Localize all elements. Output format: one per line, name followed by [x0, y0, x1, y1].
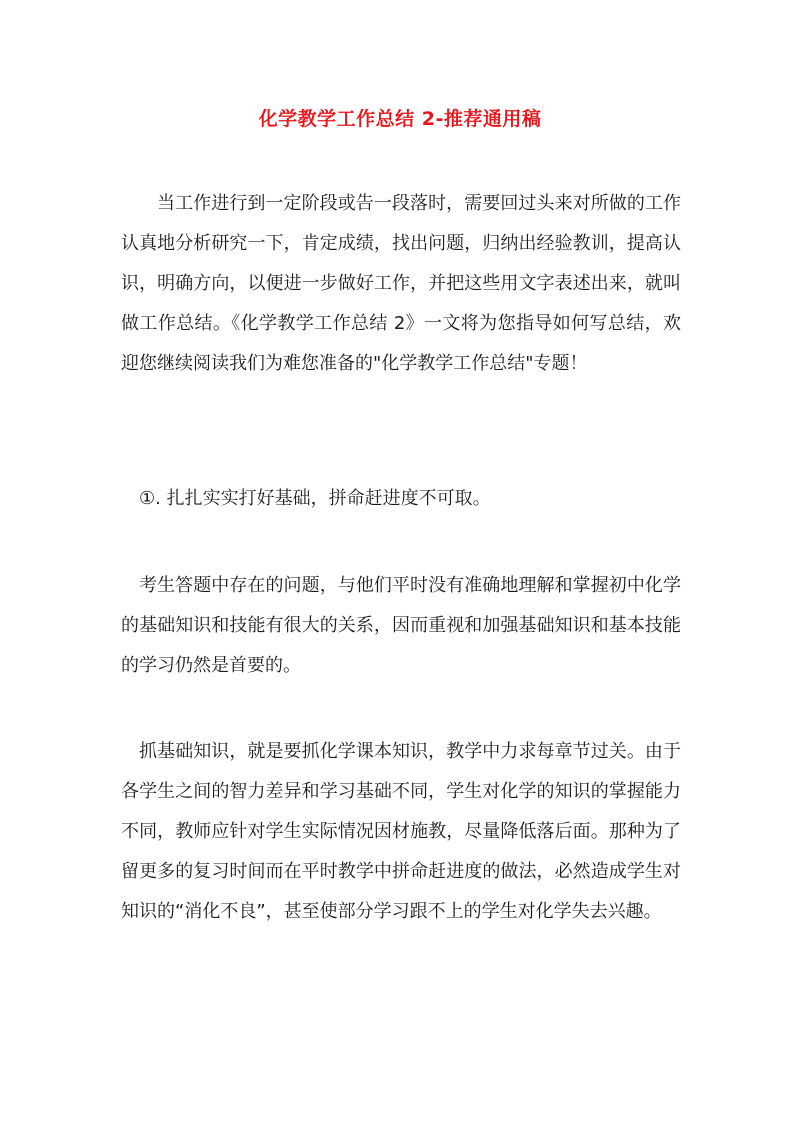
body-paragraph-1: 考生答题中存在的问题，与他们平时没有准确地理解和掌握初中化学的基础知识和技能有很大的关系，因而重视和加强基础知识和基本技能的学习仍然是首要的。: [121, 575, 681, 676]
section-heading: ①. 扎扎实实打好基础，拼命赶进度不可取。: [139, 488, 491, 509]
body-paragraph-2: 抓基础知识，就是要抓化学课本知识，教学中力求每章节过关。由于各学生之间的智力差异和学习基础不同，学生对化学的知识的掌握能力不同，教师应针对学生实际情况因材施教，尽量降低落后面。那种为了留更多的复习时间而在平时教学中拼命赶进度的做法，必然造成学生对知识的“消化不良”，甚至使部分学习跟不上的学生对化学失去兴趣。: [121, 741, 681, 922]
intro-paragraph: 当工作进行到一定阶段或告一段落时，需要回过头来对所做的工作认真地分析研究一下，肯定成绩，找出问题，归纳出经验教训，提高认识，明确方向，以便进一步做好工作，并把这些用文字表述出来，就叫做工作总结。《化学教学工作总结 2》一文将为您指导如何写总结，欢迎您继续阅读我们为难您准备的"化学教学工作总结"专题！: [121, 193, 681, 374]
document-title: 化学教学工作总结 2-推荐通用稿: [258, 108, 542, 130]
